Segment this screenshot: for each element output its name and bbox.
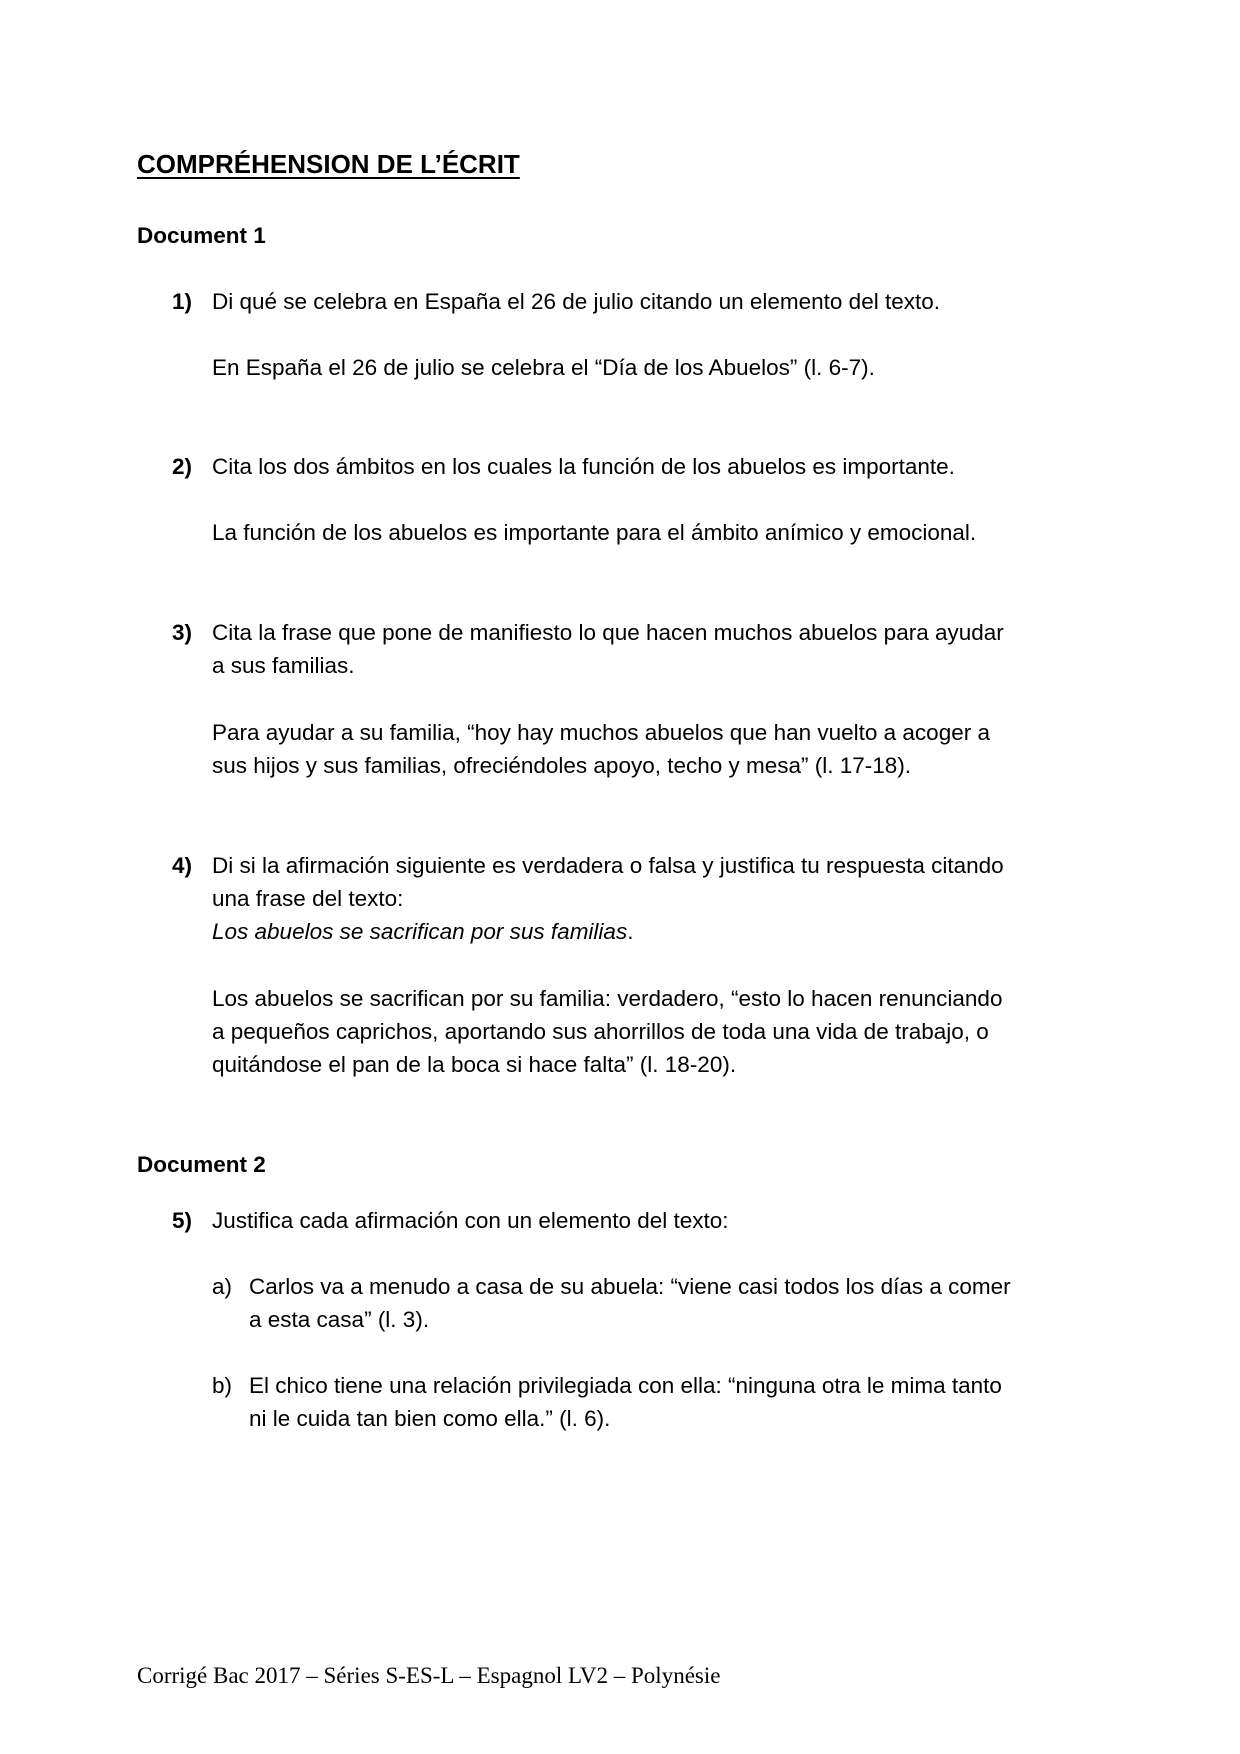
- answer-text: Para ayudar a su familia, “hoy hay muchos abuelos que han vuelto a acoger a sus hijos y sus familias, ofreciéndoles apoyo, techo y mesa” (l. 17-18).: [212, 720, 990, 778]
- section-heading: COMPRÉHENSION DE L’ÉCRIT: [137, 149, 520, 179]
- question-number: 1): [172, 289, 193, 314]
- question-number: 4): [172, 853, 193, 878]
- question-text: Di si la afirmación siguiente es verdadera o falsa y justifica tu respuesta citando una frase del texto:: [212, 853, 1004, 911]
- answer-text: La función de los abuelos es importante para el ámbito anímico y emocional.: [212, 520, 977, 545]
- question-number: 2): [172, 454, 193, 479]
- document-2-title: Document 2: [137, 1152, 266, 1177]
- statement-text: Los abuelos se sacrifican por sus familias: [212, 919, 628, 944]
- answer-text: En España el 26 de julio se celebra el “Día de los Abuelos” (l. 6-7).: [212, 355, 875, 380]
- answer-text: Los abuelos se sacrifican por su familia: verdadero, “esto lo hacen renunciando a pequeños caprichos, aportando sus ahorrillos de toda una vida de trabajo, o quitándose el pan de la boca si hace falta” (l. 18-20).: [212, 986, 1003, 1077]
- question-text: Cita la frase que pone de manifiesto lo que hacen muchos abuelos para ayudar a sus familias.: [212, 620, 1004, 678]
- sub-item-text: El chico tiene una relación privilegiada con ella: “ninguna otra le mima tanto ni le cuida tan bien como ella.” (l. 6).: [249, 1373, 1002, 1431]
- statement: [212, 915, 633, 948]
- question-text: Di qué se celebra en España el 26 de julio citando un elemento del texto.: [212, 289, 940, 314]
- sub-item-text: Carlos va a menudo a casa de su abuela: “viene casi todos los días a comer a esta casa” (l. 3).: [249, 1274, 1011, 1332]
- sub-item-label: a): [212, 1274, 233, 1299]
- question-text: Justifica cada afirmación con un elemento del texto:: [212, 1208, 729, 1233]
- statement-end: .: [627, 919, 634, 944]
- sub-item-label: b): [212, 1373, 233, 1398]
- question-text: Cita los dos ámbitos en los cuales la función de los abuelos es importante.: [212, 454, 955, 479]
- page-footer: Corrigé Bac 2017 – Séries S-ES-L – Espagnol LV2 – Polynésie: [137, 1663, 721, 1688]
- question-number: 5): [172, 1208, 193, 1233]
- question-number: 3): [172, 620, 193, 645]
- document-1-title: Document 1: [137, 223, 266, 248]
